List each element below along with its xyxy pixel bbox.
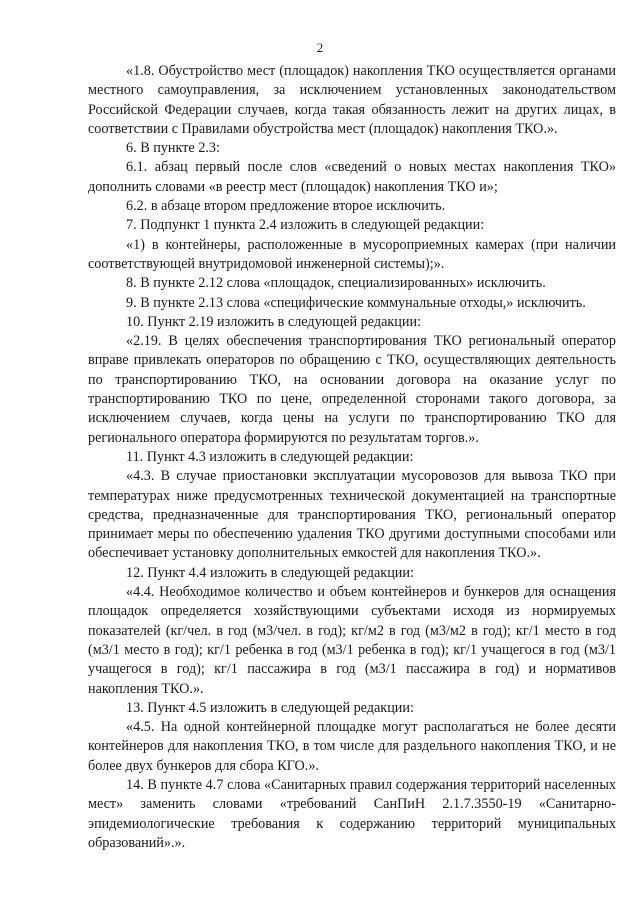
paragraph-11: 11. Пункт 4.3 изложить в следующей редакции: [126,448,414,465]
document-body [88,62,616,853]
paragraph-6-1: 6.1. абзац первый после слов «сведений о новых местах накопления ТКО» дополнить словами «в реестр мест (площадок) накопления ТКО и»; [88,159,616,195]
paragraph-8: 8. В пункте 2.12 слова «площадок, специализированных» исключить. [126,275,546,292]
paragraph-4-4: «4.4. Необходимое количество и объем контейнеров и бункеров для оснащения площадок определяется хозяйствующими субъектами исходя из нормируемых показателей (кг/чел. в год (м3/чел. в год); кг/м2 в год (м3/м2 в год); кг/1 место в год (м3/1 место в год); кг/1 ребенка в год (м3/1 ребенка в год); кг/1 учащегося в год (м3/1 учащегося в год); кг/1 пассажира в год (м3/1 пассажира в год) и нормативов накопления ТКО.». [88,584,616,697]
paragraph-14: 14. В пункте 4.7 слова «Санитарных правил содержания территорий населенных мест» заменить словами «требований СанПиН 2.1.7.3550-19 «Санитарно-эпидемиологические требования к содержанию территорий муниципальных образований».». [88,776,616,851]
paragraph-7: 7. Подпункт 1 пункта 2.4 изложить в следующей редакции: [126,217,485,234]
paragraph-10: 10. Пункт 2.19 изложить в следующей редакции: [126,313,422,330]
paragraph-9: 9. В пункте 2.13 слова «специфические коммунальные отходы,» исключить. [126,294,586,311]
paragraph-4-5: «4.5. На одной контейнерной площадке могут располагаться не более десяти контейнеров для накопления ТКО, в том числе для раздельного накопления ТКО, и не более двух бункеров для сбора КГО.». [88,719,616,774]
paragraph-13: 13. Пункт 4.5 изложить в следующей редакции: [126,699,414,716]
paragraph-1-8: «1.8. Обустройство мест (площадок) накопления ТКО осуществляется органами местного самоуправления, за исключением установленных законодательством Российской Федерации случаев, когда такая обязанность лежит на других лицах, в соответствии с Правилами обустройства мест (площадок) накопления ТКО.». [88,63,616,137]
paragraph-12: 12. Пункт 4.4 изложить в следующей редакции: [126,564,414,581]
paragraph-4-3: «4.3. В случае приостановки эксплуатации мусоровозов для вывоза ТКО при температурах ниже предусмотренных технической документацией на транспортные средства, предназначенные для транспортирования ТКО, региональный оператор принимает меры по обеспечению удаления ТКО другими доступными способами или обеспечивает установку дополнительных емкостей для накопления ТКО.». [88,468,616,562]
paragraph-6: 6. В пункте 2.3: [126,140,220,157]
paragraph-7-text: «1) в контейнеры, расположенные в мусороприемных камерах (при наличии соответствующей внутридомовой инженерной системы);». [88,236,616,272]
paragraph-6-2: 6.2. в абзаце втором предложение второе исключить. [126,198,446,215]
page-number: 2 [316,40,324,55]
paragraph-2-19: «2.19. В целях обеспечения транспортирования ТКО региональный оператор вправе привлекать операторов по обращению с ТКО, осуществляющих деятельность по транспортированию ТКО, на основании договора на оказание услуг по транспортированию ТКО по цене, определенной сторонами такого договора, за исключением случаев, когда цены на услуги по транспортированию ТКО для регионального оператора формируются по результатам торгов.». [88,333,616,446]
